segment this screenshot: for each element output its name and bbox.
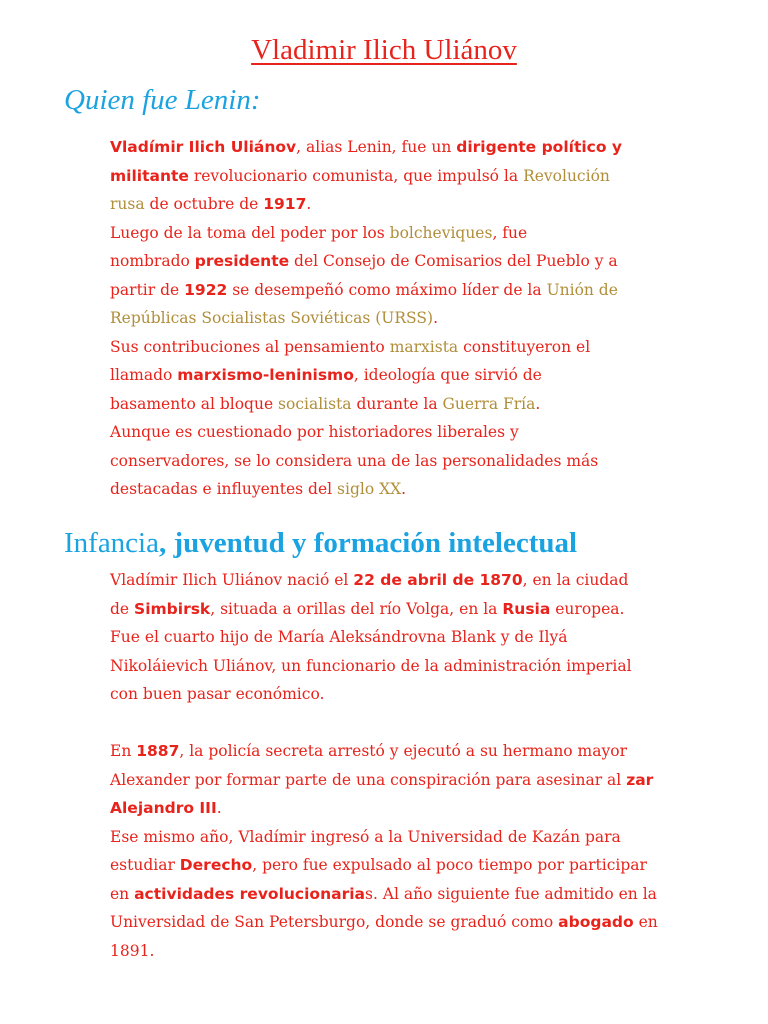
- text-line: [110, 190, 710, 219]
- text-run: constituyeron el: [458, 337, 591, 356]
- text-run: destacadas e influyentes del: [110, 480, 338, 498]
- bold-text: dirigente político y: [456, 138, 623, 156]
- text-line: [110, 851, 710, 880]
- text-run: .: [306, 195, 312, 213]
- text-run: revolucionario comunista, que impulsó la: [188, 166, 524, 185]
- text-line: [110, 908, 710, 937]
- text-run: estudiar: [110, 856, 180, 874]
- text-line: [110, 937, 710, 966]
- text-run: , ideología que sirvió de: [353, 366, 542, 384]
- inline-link[interactable]: Guerra Fría: [442, 394, 536, 413]
- text-run: s. Al año siguiente fue admitido en la: [364, 884, 657, 903]
- text-run: nombrado: [110, 252, 195, 270]
- text-run: , fue: [492, 223, 528, 242]
- inline-link[interactable]: Repúblicas Socialistas Soviéticas (URSS): [110, 309, 434, 327]
- section-heading-quien-fue-lenin: Quien fue Lenin:: [64, 84, 261, 116]
- section-body-biography: [110, 133, 710, 504]
- bold-text: 1917: [263, 195, 307, 213]
- bold-text: Simbirsk: [134, 599, 211, 618]
- text-run: en: [110, 884, 135, 903]
- text-run: Sus contribuciones al pensamiento: [110, 337, 390, 356]
- text-line: [110, 247, 710, 276]
- text-run: Aunque es cuestionado por historiadores liberales y: [110, 423, 519, 441]
- text-run: .: [535, 394, 541, 413]
- text-run: .: [433, 309, 438, 327]
- text-run: .: [216, 799, 222, 817]
- text-line: [110, 418, 710, 447]
- text-run: En: [110, 742, 137, 760]
- bold-text: militante: [110, 166, 189, 185]
- inline-link[interactable]: marxista: [389, 337, 459, 356]
- text-run: , alias Lenin, fue un: [296, 138, 457, 156]
- section-body-childhood: [110, 566, 710, 965]
- bold-text: abogado: [558, 913, 634, 931]
- bold-text: marxismo-leninismo: [177, 366, 354, 384]
- text-line: [110, 447, 710, 476]
- text-run: , en la ciudad: [522, 571, 629, 589]
- bold-text: Alejandro III: [110, 799, 217, 817]
- inline-link[interactable]: siglo XX: [337, 480, 402, 498]
- document-title: Vladimir Ilich Uliánov: [251, 34, 517, 66]
- text-run: durante la: [351, 394, 443, 413]
- text-run: del Consejo de Comisarios del Pueblo y a: [289, 252, 618, 270]
- text-line: [110, 304, 710, 333]
- text-line: [110, 219, 710, 248]
- text-run: .: [401, 480, 407, 498]
- text-run: , pero fue expulsado al poco tiempo por participar: [252, 856, 647, 874]
- section-heading-light: Infancia: [64, 527, 159, 559]
- text-run: europea.: [550, 599, 625, 618]
- text-line: [110, 623, 710, 652]
- bold-text: presidente: [194, 252, 290, 270]
- text-line: [110, 737, 710, 766]
- text-run: Fue el cuarto hijo de María Aleksándrovna Blank y de Ilyá: [110, 628, 568, 646]
- bold-text: actividades revolucionaria: [134, 884, 365, 903]
- text-run: Nikoláievich Uliánov, un funcionario de la administración imperial: [110, 656, 632, 675]
- text-line: [110, 766, 710, 795]
- blank-line: [110, 709, 710, 738]
- text-run: partir de: [110, 280, 185, 299]
- text-line: [110, 162, 710, 191]
- bold-text: Derecho: [179, 856, 253, 874]
- bold-text: zar: [626, 770, 654, 789]
- inline-link[interactable]: Unión de: [546, 280, 618, 299]
- text-line: [110, 390, 710, 419]
- text-run: llamado: [110, 366, 178, 384]
- text-run: Alexander por formar parte de una conspiración para asesinar al: [110, 770, 627, 789]
- text-run: se desempeñó como máximo líder de la: [227, 280, 547, 299]
- text-run: de octubre de: [144, 195, 264, 213]
- text-run: Luego de la toma del poder por los: [110, 223, 390, 242]
- text-run: 1891.: [110, 941, 155, 960]
- text-line: [110, 652, 710, 681]
- bold-text: Vladímir Ilich Uliánov: [110, 138, 297, 156]
- text-line: [110, 361, 710, 390]
- bold-text: 22 de abril de 1870: [353, 571, 523, 589]
- text-line: [110, 680, 710, 709]
- bold-text: 1887: [136, 742, 180, 760]
- inline-link[interactable]: Revolución: [523, 166, 610, 185]
- text-line: [110, 475, 710, 504]
- text-line: [110, 823, 710, 852]
- text-line: [110, 133, 710, 162]
- text-line: [110, 566, 710, 595]
- text-run: en: [633, 913, 658, 931]
- inline-link[interactable]: socialista: [278, 394, 352, 413]
- text-run: conservadores, se lo considera una de las personalidades más: [110, 451, 599, 470]
- text-line: [110, 880, 710, 909]
- text-line: [110, 595, 710, 624]
- text-line: [110, 333, 710, 362]
- text-run: basamento al bloque: [110, 394, 279, 413]
- text-run: Universidad de San Petersburgo, donde se graduó como: [110, 913, 559, 931]
- text-line: [110, 276, 710, 305]
- text-run: , la policía secreta arrestó y ejecutó a su hermano mayor: [179, 742, 627, 760]
- text-run: Vladímir Ilich Uliánov nació el: [110, 571, 354, 589]
- inline-link[interactable]: rusa: [110, 195, 145, 213]
- bold-text: Rusia: [502, 599, 551, 618]
- section-heading-bold: , juventud y formación intelectual: [159, 527, 578, 559]
- text-run: con buen pasar económico.: [110, 685, 325, 703]
- inline-link[interactable]: bolcheviques: [389, 223, 493, 242]
- text-run: Ese mismo año, Vladímir ingresó a la Universidad de Kazán para: [110, 827, 621, 846]
- bold-text: 1922: [184, 280, 228, 299]
- section-heading-infancia: [64, 527, 577, 560]
- text-run: de: [110, 599, 135, 618]
- text-line: [110, 794, 710, 823]
- text-run: , situada a orillas del río Volga, en la: [210, 599, 503, 618]
